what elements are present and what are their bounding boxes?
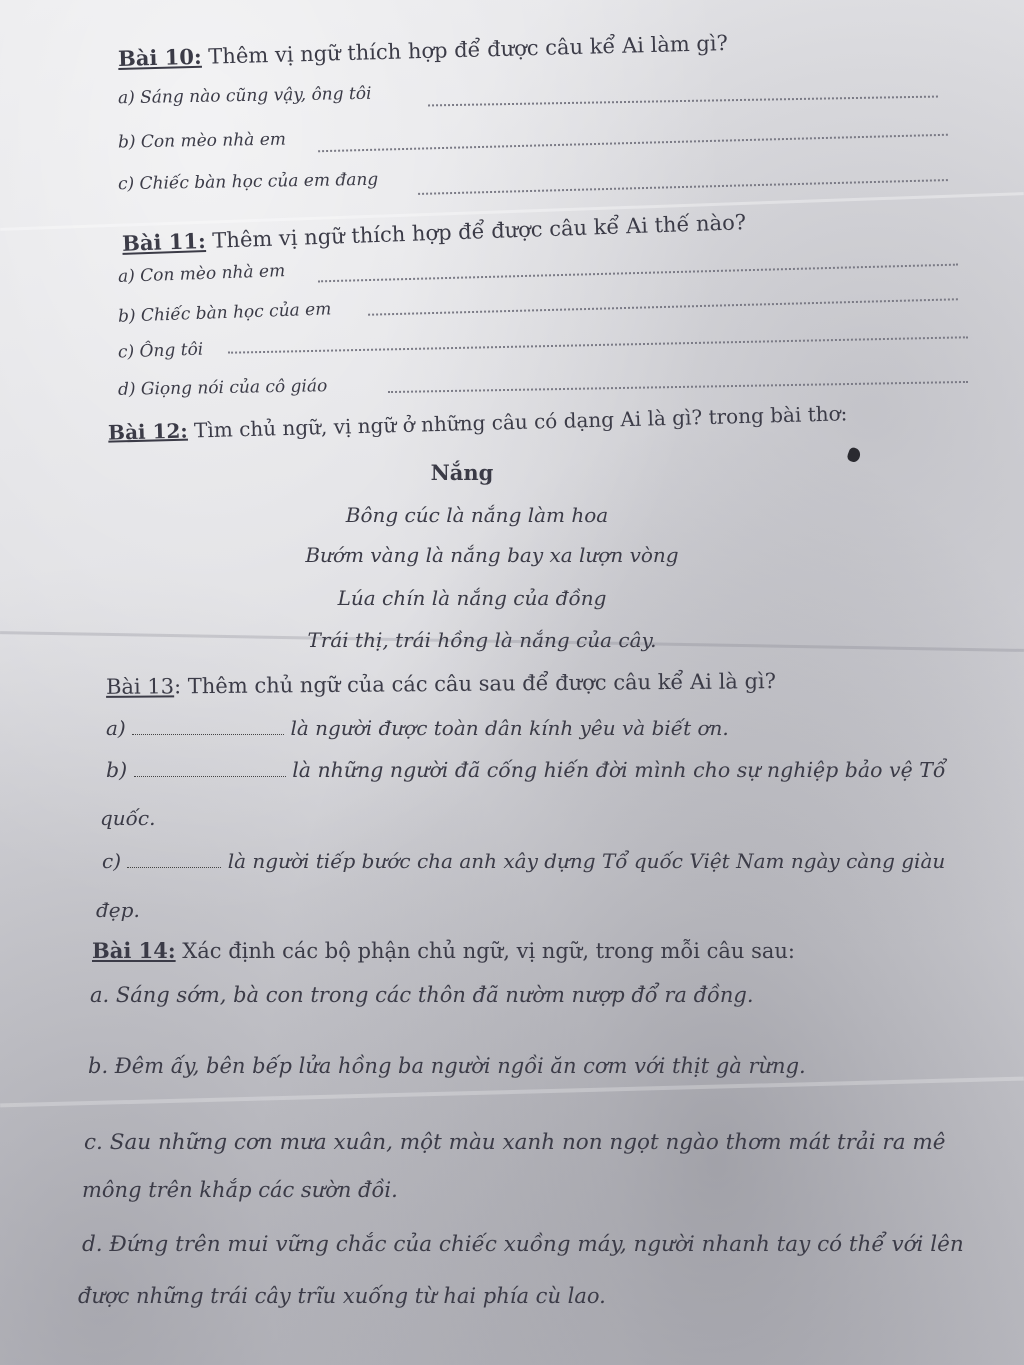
bai13-heading: [106, 671, 776, 698]
bai10-item-c: c) Chiếc bàn học của em đang: [117, 169, 379, 195]
poem-line-3: Lúa chín là nắng của đồng: [337, 586, 607, 610]
bai13-b-cont: quốc.: [100, 806, 156, 830]
poem-line-2: Bướm vàng là nắng bay xa lượn vòng: [305, 543, 679, 567]
bai13-item-c: [102, 851, 945, 871]
bai12-instruction: Tìm chủ ngữ, vị ngữ ở những câu có dạng Ai là gì? trong bài thơ:: [187, 401, 848, 443]
bai14-item-c-line2: mông trên khắp các sườn đồi.: [82, 1178, 398, 1202]
poem-title: Nắng: [430, 460, 494, 485]
bai13-instruction: : Thêm chủ ngữ của các câu sau để được câu kể Ai là gì?: [173, 669, 777, 699]
bai14-item-b: b. Đêm ấy, bên bếp lửa hồng ba người ngồi ăn cơm với thịt gà rừng.: [88, 1054, 806, 1078]
bai13-c-cont: đẹp.: [96, 898, 140, 922]
bai10-item-a: a) Sáng nào cũng vậy, ông tôi: [117, 83, 372, 109]
bai11-heading: [122, 211, 747, 255]
bai13-b-prefix: b): [106, 758, 128, 782]
paper-fold: [0, 1077, 1024, 1108]
bai11-item-d: d) Giọng nói của cô giáo: [117, 376, 328, 400]
answer-line[interactable]: [428, 96, 938, 107]
bai10-item-b: b) Con mèo nhà em: [117, 129, 287, 153]
bai13-a-text: là người được toàn dân kính yêu và biết ơn.: [290, 716, 729, 740]
bai13-a-prefix: a): [106, 716, 126, 740]
bai14-item-a: a. Sáng sớm, bà con trong các thôn đã nườm nượp đổ ra đồng.: [90, 983, 754, 1007]
answer-line[interactable]: [418, 179, 948, 195]
bai11-item-c: c) Ông tôi: [117, 339, 204, 363]
bai14-heading: [92, 940, 795, 962]
bai10-instruction: Thêm vị ngữ thích hợp để được câu kể Ai làm gì?: [201, 31, 729, 69]
answer-line[interactable]: [368, 298, 958, 315]
bai12-label: Bài 12:: [107, 418, 189, 445]
bai11-item-b: b) Chiếc bàn học của em: [117, 299, 332, 327]
bai13-b-text: là những người đã cống hiến đời mình cho sự nghiệp bảo vệ Tổ: [292, 758, 946, 782]
poem-line-4: Trái thị, trái hồng là nắng của cây.: [307, 628, 657, 652]
bai11-item-a: a) Con mèo nhà em: [117, 261, 286, 287]
bai14-instruction: Xác định các bộ phận chủ ngữ, vị ngữ, trong mỗi câu sau:: [175, 939, 795, 963]
answer-line[interactable]: [388, 381, 968, 393]
answer-blank[interactable]: [132, 734, 284, 735]
bai10-heading: [118, 32, 728, 70]
bai11-label: Bài 11:: [121, 227, 207, 256]
bai12-heading: [107, 401, 848, 445]
bai10-label: Bài 10:: [117, 43, 203, 71]
answer-blank[interactable]: [127, 867, 221, 868]
poem-line-1: Bông cúc là nắng làm hoa: [345, 503, 609, 527]
answer-line[interactable]: [318, 134, 948, 152]
bai11-instruction: Thêm vị ngữ thích hợp để được câu kể Ai thế nào?: [205, 210, 747, 253]
bai13-item-a: [106, 718, 729, 738]
bai13-c-prefix: c): [102, 849, 122, 873]
bai13-c-text: là người tiếp bước cha anh xây dựng Tổ quốc Việt Nam ngày càng giàu: [227, 849, 946, 873]
answer-line[interactable]: [228, 336, 968, 353]
bai13-label: Bài 13: [105, 674, 175, 699]
bai14-item-d-line2: được những trái cây trĩu xuống từ hai phía cù lao.: [78, 1284, 606, 1308]
bai14-item-d-line1: d. Đứng trên mui vững chắc của chiếc xuồng máy, người nhanh tay có thể với lên: [82, 1232, 964, 1257]
bai13-item-b: [106, 760, 945, 781]
bai14-label: Bài 14:: [92, 938, 176, 963]
bai14-item-c-line1: c. Sau những cơn mưa xuân, một màu xanh non ngọt ngào thơm mát trải ra mê: [84, 1130, 946, 1155]
answer-line[interactable]: [318, 264, 958, 283]
answer-blank[interactable]: [134, 776, 286, 777]
